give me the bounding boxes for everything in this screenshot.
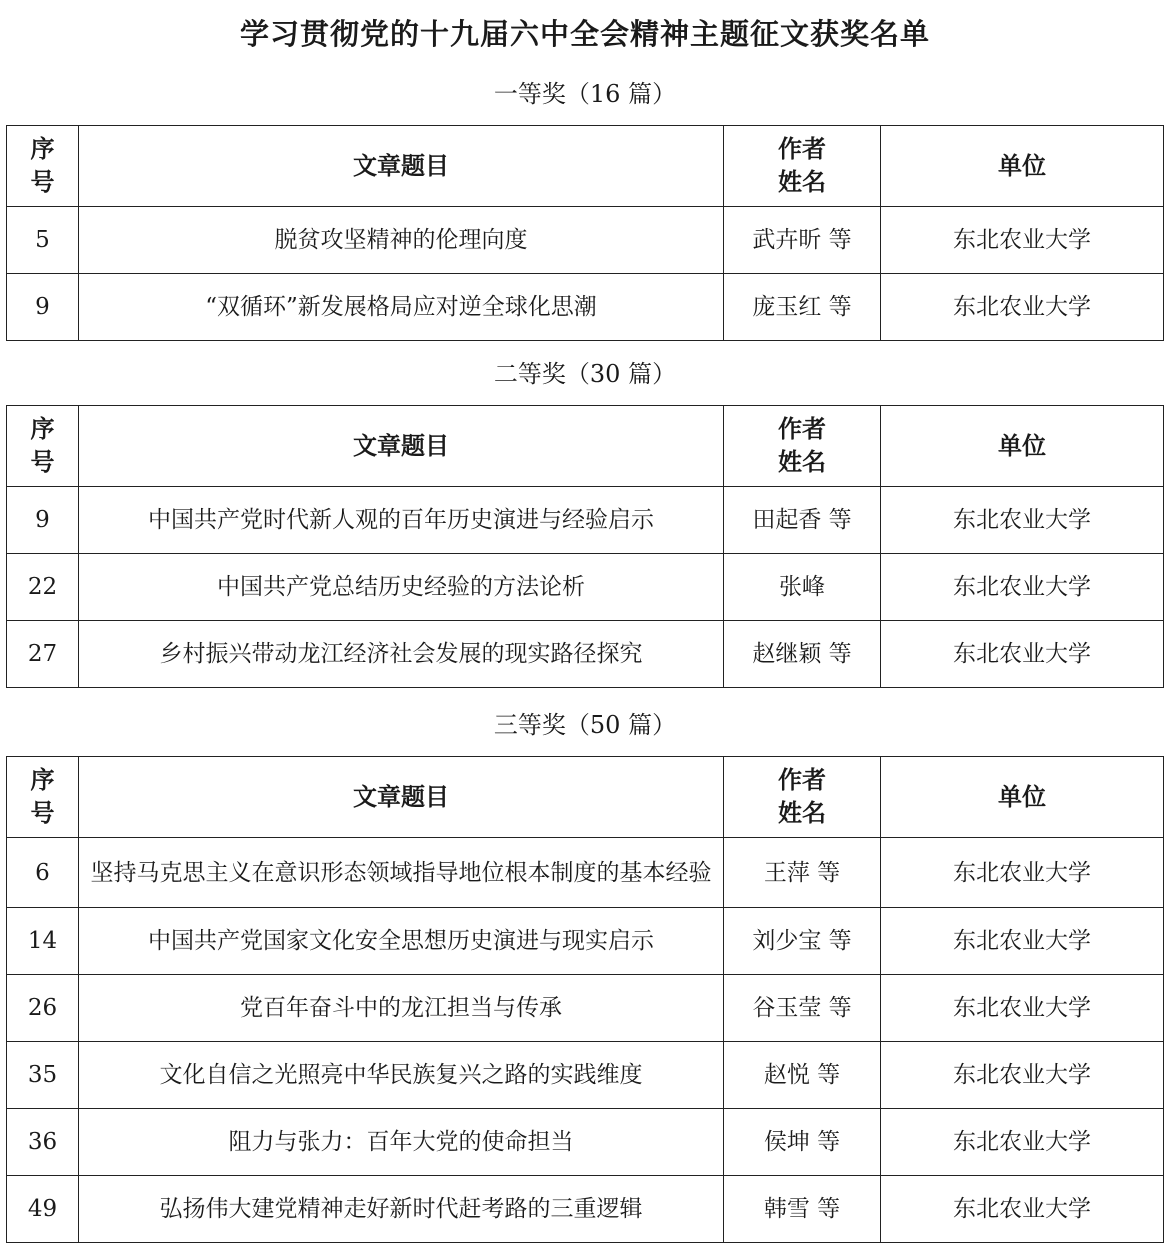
cell-title: 阻力与张力：百年大党的使命担当: [79, 1109, 724, 1176]
cell-title: 坚持马克思主义在意识形态领域指导地位根本制度的基本经验: [79, 838, 724, 908]
header-unit: 单位: [881, 757, 1164, 838]
cell-author: 庞玉红 等: [724, 274, 881, 341]
cell-unit: 东北农业大学: [881, 554, 1164, 621]
cell-author: 赵悦 等: [724, 1042, 881, 1109]
section-heading-third-prize: 三等奖（50 篇）: [493, 711, 677, 739]
cell-no: 9: [7, 487, 79, 554]
cell-unit: 东北农业大学: [881, 1176, 1164, 1243]
cell-unit: 东北农业大学: [881, 908, 1164, 975]
cell-no: 5: [7, 207, 79, 274]
table-row: [7, 908, 1164, 975]
cell-no: 27: [7, 621, 79, 688]
header-unit: 单位: [881, 126, 1164, 207]
header-author: 作者姓名: [724, 757, 881, 838]
cell-title: 党百年奋斗中的龙江担当与传承: [79, 975, 724, 1042]
award-table-first-prize: [6, 125, 1164, 341]
header-title: 文章题目: [79, 126, 724, 207]
header-title: 文章题目: [79, 757, 724, 838]
table-row: [7, 1042, 1164, 1109]
cell-author: 刘少宝 等: [724, 908, 881, 975]
cell-author: 张峰: [724, 554, 881, 621]
cell-title: 脱贫攻坚精神的伦理向度: [79, 207, 724, 274]
cell-no: 22: [7, 554, 79, 621]
cell-no: 35: [7, 1042, 79, 1109]
section-heading-second-prize: 二等奖（30 篇）: [493, 360, 677, 388]
header-no: 序号: [7, 757, 79, 838]
table-row: [7, 1176, 1164, 1243]
table-header-row: [7, 406, 1164, 487]
table-header-row: [7, 126, 1164, 207]
cell-author: 王萍 等: [724, 838, 881, 908]
header-no: 序号: [7, 126, 79, 207]
table-row: [7, 621, 1164, 688]
cell-author: 赵继颖 等: [724, 621, 881, 688]
cell-unit: 东北农业大学: [881, 975, 1164, 1042]
cell-title: 乡村振兴带动龙江经济社会发展的现实路径探究: [79, 621, 724, 688]
cell-author: 韩雪 等: [724, 1176, 881, 1243]
award-table-third-prize: [6, 756, 1164, 1243]
cell-no: 26: [7, 975, 79, 1042]
cell-no: 49: [7, 1176, 79, 1243]
table-row: [7, 838, 1164, 908]
header-unit: 单位: [881, 406, 1164, 487]
header-no: 序号: [7, 406, 79, 487]
cell-no: 36: [7, 1109, 79, 1176]
cell-author: 侯坤 等: [724, 1109, 881, 1176]
cell-author: 武卉昕 等: [724, 207, 881, 274]
cell-author: 田起香 等: [724, 487, 881, 554]
cell-title: “双循环”新发展格局应对逆全球化思潮: [79, 274, 724, 341]
table-row: [7, 487, 1164, 554]
header-title: 文章题目: [79, 406, 724, 487]
cell-title: 中国共产党国家文化安全思想历史演进与现实启示: [79, 908, 724, 975]
header-author: 作者姓名: [724, 126, 881, 207]
document-title: 学习贯彻党的十九届六中全会精神主题征文获奖名单: [239, 17, 930, 51]
cell-no: 14: [7, 908, 79, 975]
cell-title: 中国共产党时代新人观的百年历史演进与经验启示: [79, 487, 724, 554]
table-row: [7, 274, 1164, 341]
cell-unit: 东北农业大学: [881, 274, 1164, 341]
award-table-second-prize: [6, 405, 1164, 688]
table-header-row: [7, 757, 1164, 838]
cell-no: 9: [7, 274, 79, 341]
table-row: [7, 554, 1164, 621]
cell-unit: 东北农业大学: [881, 207, 1164, 274]
section-heading-first-prize: 一等奖（16 篇）: [493, 80, 677, 108]
cell-unit: 东北农业大学: [881, 1042, 1164, 1109]
cell-title: 中国共产党总结历史经验的方法论析: [79, 554, 724, 621]
cell-unit: 东北农业大学: [881, 838, 1164, 908]
cell-unit: 东北农业大学: [881, 1109, 1164, 1176]
header-author: 作者姓名: [724, 406, 881, 487]
cell-title: 弘扬伟大建党精神走好新时代赶考路的三重逻辑: [79, 1176, 724, 1243]
table-row: [7, 975, 1164, 1042]
cell-no: 6: [7, 838, 79, 908]
cell-title: 文化自信之光照亮中华民族复兴之路的实践维度: [79, 1042, 724, 1109]
table-row: [7, 207, 1164, 274]
cell-author: 谷玉莹 等: [724, 975, 881, 1042]
table-row: [7, 1109, 1164, 1176]
cell-unit: 东北农业大学: [881, 487, 1164, 554]
cell-unit: 东北农业大学: [881, 621, 1164, 688]
